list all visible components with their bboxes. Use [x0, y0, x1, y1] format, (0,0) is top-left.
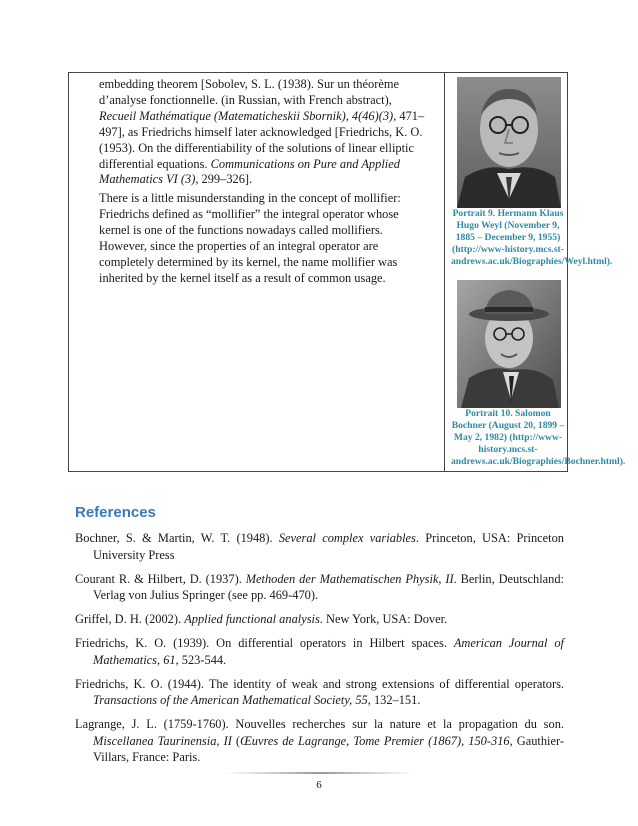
ref-text: . Berlin, Deutschland: Verlag von Julius Springer (see pp. 469-470). — [93, 571, 564, 602]
ref-text: , 523-544. — [175, 652, 227, 667]
text-run: , 471–497], as Friedrichs himself later acknowledged [Friedrichs, K. O. (1953). On the differentiability of the solutions of linear elliptic differential equations. — [99, 108, 425, 171]
ref-text: Bochner, S. & Martin, W. T. (1948). — [75, 531, 279, 545]
ref-text: . New York, USA: Dover. — [319, 612, 448, 626]
paragraph-mollifier: There is a little misunderstanding in the concept of mollifier: Friedrichs defined as “mollifier” the integral operator whose kernel is one of the functions nowadays called mollifiers. However, since the properties of an integral operator are completely determined by its kernel, the name mollifier was inherited by the kernel itself as a result of common usage. — [99, 191, 401, 285]
reference-item — [75, 676, 564, 709]
ref-text: ( — [231, 733, 241, 748]
ref-title: Œuvres de Lagrange, Tome Premier (1867), 150-316 — [240, 733, 510, 748]
ref-title: Several complex variables — [278, 531, 416, 545]
paragraph-sobolev — [99, 77, 429, 188]
ref-text: Griffel, D. H. (2002). — [75, 612, 185, 626]
main-text-column — [99, 77, 429, 290]
ref-text: , Gauthier-Villars, France: Paris. — [93, 733, 565, 764]
ref-title: Miscellanea Taurinensia, II — [93, 733, 232, 748]
text-and-portrait-table — [68, 72, 626, 472]
footer-divider — [225, 772, 415, 774]
ref-text: Lagrange, J. L. (1759-1760). Nouvelles recherches sur la nature et la propagation du son. — [75, 717, 564, 731]
reference-item — [75, 530, 564, 563]
ref-text: Friedrichs, K. O. (1939). On differential operators in Hilbert spaces. — [75, 636, 454, 650]
journal-title: Recueil Mathématique (Matematicheskii Sbornik), 4(46)(3) — [99, 108, 394, 123]
ref-text: Friedrichs, K. O. (1944). The identity of weak and strong extensions of differential operators. — [75, 676, 564, 691]
reference-item — [75, 716, 564, 766]
bochner-portrait-image — [457, 280, 561, 408]
weyl-portrait-image — [457, 77, 561, 208]
ref-text: , 132–151. — [367, 693, 421, 707]
weyl-caption: Portrait 9. Hermann Klaus Hugo Weyl (November 9, 1885 – December 9, 1955) (http://www-history.mcs.st-andrews.ac.uk/Biographies/Weyl.html). — [451, 208, 613, 267]
ref-title: Transactions of the American Mathematical Society, 55 — [93, 693, 368, 707]
ref-title: Methoden der Mathematischen Physik, II — [245, 571, 454, 586]
bochner-caption: Portrait 10. Salomon Bochner (August 20, 1899 – May 2, 1982) (http://www-history.mcs.st-andrews.ac.uk/Biographies/Bochner.html). — [451, 408, 626, 467]
reference-item — [75, 571, 564, 604]
reference-item — [75, 635, 564, 668]
journal-title: Communications on Pure and Applied Mathematics VI (3) — [99, 156, 400, 187]
text-run: embedding theorem [Sobolev, S. L. (1938). Sur un théorème d’analyse fonctionnelle. (in Russian, with French abstract), — [99, 77, 399, 107]
ref-title: American Journal of Mathematics, 61 — [93, 636, 564, 667]
page-number: 6 — [316, 779, 322, 791]
references-heading: References — [75, 504, 156, 521]
text-run: , 299–326]. — [195, 172, 253, 187]
references-list — [75, 530, 564, 773]
reference-item — [75, 611, 564, 628]
column-divider — [444, 73, 445, 471]
ref-text: . Princeton, USA: Princeton University Press — [93, 531, 564, 562]
ref-title: Applied functional analysis — [184, 612, 320, 626]
ref-text: Courant R. & Hilbert, D. (1937). — [75, 571, 246, 586]
